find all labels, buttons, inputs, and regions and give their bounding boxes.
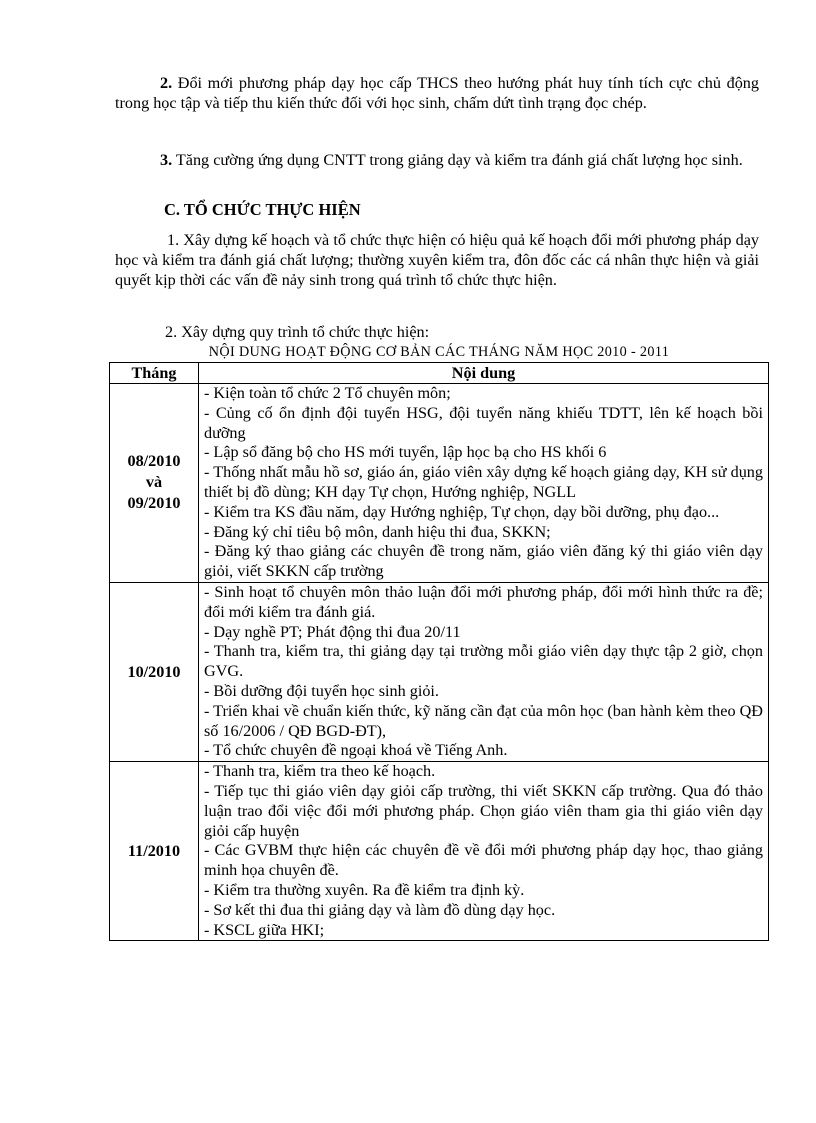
list-item: - Sinh hoạt tổ chuyên môn thảo luận đổi mới phương pháp, đổi mới hình thức ra đề; đổi mới kiểm tra đánh giá. [204, 582, 763, 621]
list-item: - Các GVBM thực hiện các chuyên đề về đổi mới phương pháp dạy học, thao giảng minh họa chuyên đề. [204, 841, 763, 880]
section-heading: C. TỔ CHỨC THỰC HIỆN [164, 200, 361, 219]
list-item: - Củng cố ổn định đội tuyển HSG, đội tuyển năng khiếu TDTT, lên kế hoạch bồi dưỡng [204, 403, 763, 442]
month-cell [110, 384, 199, 583]
paragraph-text: Đổi mới phương pháp dạy học cấp THCS theo hướng phát huy tính tích cực chủ động trong học tập và tiếp thu kiến thức đối với học sinh, chấm dứt tình trạng đọc chép. [115, 74, 759, 112]
content-cell [199, 762, 769, 941]
list-item: - Tổ chức chuyên đề ngoại khoá về Tiếng Anh. [204, 741, 508, 760]
list-item: - Thanh tra, kiểm tra theo kế hoạch. [204, 762, 436, 781]
list-item: - Kiểm tra KS đầu năm, dạy Hướng nghiệp, Tự chọn, dạy bồi dưỡng, phụ đạo... [204, 502, 720, 521]
list-item: - KSCL giữa HKI; [204, 920, 325, 939]
list-item: - Thanh tra, kiểm tra, thi giảng dạy tại trường mỗi giáo viên dạy thực tập 2 giờ, chọn GVG. [204, 642, 763, 681]
paragraph-number: 3. [160, 151, 173, 169]
month-label: 08/2010 [127, 452, 181, 471]
content-cell [199, 582, 769, 761]
month-label: 10/2010 [127, 662, 181, 681]
table-row [110, 384, 769, 583]
month-cell [110, 582, 199, 761]
paragraph-implementation-1: 1. Xây dựng kế hoạch và tổ chức thực hiện có hiệu quả kế hoạch đổi mới phương pháp dạy học và kiểm tra đánh giá chất lượng; thường xuyên kiểm tra, đôn đốc các cá nhân thực hiện và giải quyết kịp thời các vấn đề nảy sinh trong quá trình tổ chức thực hiện. [115, 231, 759, 289]
list-item: - Đăng ký thao giảng các chuyên đề trong năm, giáo viên đăng ký thi giáo viên dạy giỏi, viết SKKN cấp trường [204, 542, 763, 581]
month-label: và [145, 473, 163, 492]
list-item: - Triển khai về chuẩn kiến thức, kỹ năng cần đạt của môn học (ban hành kèm theo QĐ số 16/2006 / QĐ BGD-ĐT), [204, 701, 763, 740]
table-row [110, 762, 769, 941]
month-label: 09/2010 [127, 494, 181, 513]
list-item: - Sơ kết thi đua thi giảng dạy và làm đồ dùng dạy học. [204, 900, 556, 919]
paragraph-implementation-2: 2. Xây dựng quy trình tổ chức thực hiện: [165, 323, 430, 341]
paragraph-number: 2. [160, 74, 173, 92]
list-item: - Kiểm tra thường xuyên. Ra đề kiểm tra định kỳ. [204, 880, 525, 899]
table-title: NỘI DUNG HOẠT ĐỘNG CƠ BẢN CÁC THÁNG NĂM HỌC 2010 - 2011 [208, 344, 670, 360]
paragraph-goal-2 [115, 73, 759, 113]
paragraph-text: Tăng cường ứng dụng CNTT trong giảng dạy và kiểm tra đánh giá chất lượng học sinh. [172, 151, 743, 169]
header-content: Nội dung [199, 363, 769, 384]
list-item: - Dạy nghề PT; Phát động thi đua 20/11 [204, 622, 461, 641]
table-row [110, 582, 769, 761]
list-item: - Lập sổ đăng bộ cho HS mới tuyển, lập học bạ cho HS khối 6 [204, 443, 607, 462]
list-item: - Đăng ký chỉ tiêu bộ môn, danh hiệu thi đua, SKKN; [204, 522, 551, 541]
month-cell [110, 762, 199, 941]
list-item: - Thống nhất mẫu hồ sơ, giáo án, giáo viên xây dựng kế hoạch giảng dạy, KH sử dụng thiết bị đồ dùng; KH dạy Tự chọn, Hướng nghiệp, NGLL [204, 463, 763, 501]
table-header-row [110, 363, 769, 384]
list-item: - Kiện toàn tổ chức 2 Tổ chuyên môn; [204, 384, 451, 402]
activity-plan-table [109, 362, 769, 941]
header-month: Tháng [110, 363, 199, 384]
content-cell [199, 384, 769, 583]
paragraph-goal-3 [115, 150, 759, 170]
list-item: - Tiếp tục thi giáo viên dạy giỏi cấp trường, thi viết SKKN cấp trường. Qua đó thảo luận trao đổi việc đổi mới phương pháp. Chọn giáo viên tham gia thi giáo viên dạy giỏi cấp huyện [204, 781, 763, 840]
list-item: - Bồi dưỡng đội tuyển học sinh giỏi. [204, 681, 439, 700]
month-label: 11/2010 [127, 841, 181, 860]
